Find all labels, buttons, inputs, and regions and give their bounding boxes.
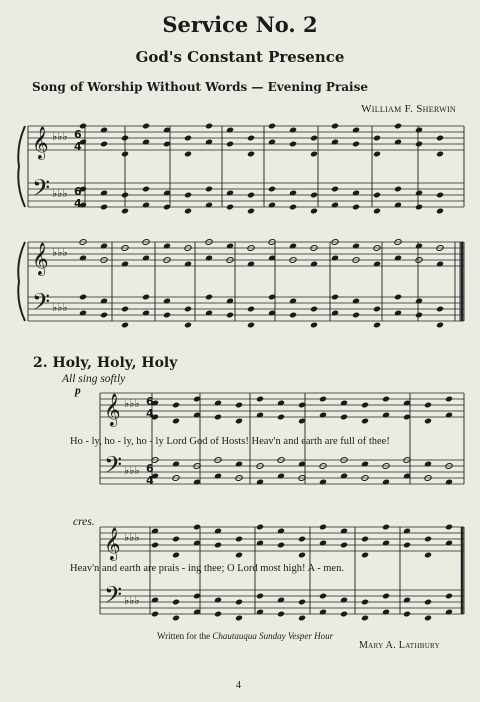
song-title: Song of Worship Without Words — Evening Praise: [32, 80, 369, 94]
note-head: [319, 593, 327, 600]
note-head: [361, 599, 369, 606]
note-head: [424, 536, 432, 543]
note-head: [184, 192, 192, 199]
note-head: [319, 524, 327, 531]
note-heads: [79, 123, 453, 622]
note-head: [121, 322, 129, 329]
note-head: [310, 135, 318, 142]
note-head: [256, 524, 264, 531]
note-head: [445, 524, 453, 531]
note-head: [424, 599, 432, 606]
note-head: [247, 208, 255, 215]
note-head: [373, 306, 381, 313]
note-head: [436, 151, 444, 158]
note-head: [172, 599, 180, 606]
note-head: [361, 418, 369, 425]
crescendo-marking: cres.: [73, 516, 95, 528]
composer-credit: William F. Sherwin: [361, 103, 456, 115]
note-head: [172, 536, 180, 543]
note-head: [205, 294, 213, 301]
note-head: [100, 204, 108, 211]
note-head: [121, 151, 129, 158]
note-head: [340, 542, 348, 549]
note-head: [235, 418, 243, 425]
note-head: [247, 151, 255, 158]
note-head: [79, 294, 87, 301]
note-head: [403, 542, 411, 549]
service-title: Service No. 2: [162, 12, 318, 37]
treble-clef: 𝄞: [104, 393, 121, 426]
note-head: [298, 615, 306, 622]
lyrics-line-2: Heav'n and earth are prais - ing thee; O Lord most high! A - men.: [70, 563, 344, 574]
note-head: [331, 186, 339, 193]
bass-clef: 𝄢: [104, 451, 123, 484]
note-head: [268, 123, 276, 130]
note-head: [226, 312, 234, 319]
note-head: [331, 123, 339, 130]
system-brace: [18, 126, 25, 207]
note-head: [310, 192, 318, 199]
note-head: [214, 611, 222, 618]
note-head: [361, 402, 369, 409]
note-head: [361, 552, 369, 559]
note-head: [415, 204, 423, 211]
note-head: [310, 208, 318, 215]
note-head: [256, 593, 264, 600]
author-credit: Mary A. Lathbury: [358, 640, 440, 651]
note-head: [235, 615, 243, 622]
note-head: [373, 151, 381, 158]
note-head: [352, 312, 360, 319]
note-head: [298, 552, 306, 559]
note-head: [289, 204, 297, 211]
note-head: [352, 204, 360, 211]
note-head: [226, 204, 234, 211]
note-head: [172, 615, 180, 622]
note-head: [424, 418, 432, 425]
system-brace: [18, 242, 25, 321]
note-head: [142, 294, 150, 301]
note-head: [268, 186, 276, 193]
note-head: [184, 322, 192, 329]
footnote-source: Chautauqua Sunday Vesper Hour: [212, 631, 334, 641]
note-head: [214, 414, 222, 421]
treble-clef: 𝄞: [104, 527, 121, 560]
note-head: [247, 192, 255, 199]
note-head: [424, 552, 432, 559]
note-head: [289, 312, 297, 319]
note-head: [247, 322, 255, 329]
section-heading: 2. Holy, Holy, Holy: [33, 355, 178, 371]
note-head: [415, 141, 423, 148]
note-head: [172, 402, 180, 409]
note-head: [235, 536, 243, 543]
performance-direction: All sing softly: [62, 373, 126, 385]
note-head: [394, 186, 402, 193]
time-signature: 4: [74, 140, 82, 153]
time-signature: 4: [146, 407, 154, 420]
note-head: [172, 552, 180, 559]
note-head: [436, 192, 444, 199]
note-head: [289, 141, 297, 148]
time-signature: 4: [74, 197, 82, 210]
note-head: [382, 396, 390, 403]
footnote-prefix: Written for the: [157, 631, 211, 641]
note-head: [142, 186, 150, 193]
note-head: [100, 141, 108, 148]
note-head: [277, 414, 285, 421]
note-head: [172, 418, 180, 425]
bass-clef: 𝄢: [32, 288, 51, 321]
service-subtitle: God's Constant Presence: [135, 48, 345, 66]
note-head: [277, 542, 285, 549]
note-head: [310, 322, 318, 329]
note-head: [436, 208, 444, 215]
note-head: [163, 312, 171, 319]
note-head: [340, 414, 348, 421]
footnote: [157, 631, 333, 641]
note-head: [205, 123, 213, 130]
note-head: [235, 402, 243, 409]
key-signature: ♭♭♭: [124, 594, 140, 607]
note-head: [352, 141, 360, 148]
note-head: [205, 186, 213, 193]
note-head: [436, 306, 444, 313]
bass-clef: 𝄢: [32, 174, 51, 207]
note-head: [310, 151, 318, 158]
note-head: [151, 542, 159, 549]
key-signature: ♭♭♭: [52, 301, 68, 314]
note-head: [394, 294, 402, 301]
note-head: [424, 402, 432, 409]
time-signature: 6: [74, 128, 82, 141]
note-head: [373, 135, 381, 142]
note-head: [235, 552, 243, 559]
time-signature: 6: [146, 462, 154, 475]
note-head: [100, 312, 108, 319]
note-head: [415, 312, 423, 319]
note-head: [361, 536, 369, 543]
note-head: [298, 599, 306, 606]
note-head: [235, 599, 243, 606]
note-head: [247, 135, 255, 142]
bass-clef: 𝄢: [104, 581, 123, 614]
dynamic-marking: p: [75, 385, 81, 397]
note-head: [256, 396, 264, 403]
note-head: [121, 306, 129, 313]
note-head: [340, 611, 348, 618]
note-head: [382, 593, 390, 600]
note-head: [373, 322, 381, 329]
note-head: [247, 306, 255, 313]
note-head: [436, 322, 444, 329]
note-head: [403, 611, 411, 618]
note-head: [184, 306, 192, 313]
treble-clef: 𝄞: [32, 126, 49, 159]
key-signature: ♭♭♭: [52, 130, 68, 143]
treble-clef: 𝄞: [32, 242, 49, 275]
note-head: [445, 396, 453, 403]
time-signature: 6: [74, 185, 82, 198]
note-head: [121, 192, 129, 199]
note-head: [121, 208, 129, 215]
key-signature: ♭♭♭: [52, 246, 68, 259]
note-head: [361, 615, 369, 622]
key-signature: ♭♭♭: [124, 397, 140, 410]
note-head: [445, 593, 453, 600]
note-head: [214, 542, 222, 549]
note-head: [373, 192, 381, 199]
note-head: [382, 524, 390, 531]
note-head: [121, 135, 129, 142]
note-head: [184, 151, 192, 158]
note-head: [319, 396, 327, 403]
note-head: [373, 208, 381, 215]
note-head: [184, 208, 192, 215]
time-signature: 6: [146, 395, 154, 408]
page-number: 4: [236, 680, 241, 691]
note-head: [142, 123, 150, 130]
note-head: [298, 536, 306, 543]
note-head: [424, 615, 432, 622]
key-signature: ♭♭♭: [124, 531, 140, 544]
lyrics-line-1: Ho - ly, ho - ly, ho - ly Lord God of Hosts! Heav'n and earth are full of thee!: [70, 436, 390, 447]
note-head: [226, 141, 234, 148]
time-signature: 4: [146, 474, 154, 487]
key-signature: ♭♭♭: [124, 464, 140, 477]
note-head: [394, 123, 402, 130]
note-head: [331, 294, 339, 301]
key-signature: ♭♭♭: [52, 187, 68, 200]
note-head: [184, 135, 192, 142]
note-head: [310, 306, 318, 313]
note-head: [436, 135, 444, 142]
note-head: [277, 611, 285, 618]
note-head: [151, 611, 159, 618]
